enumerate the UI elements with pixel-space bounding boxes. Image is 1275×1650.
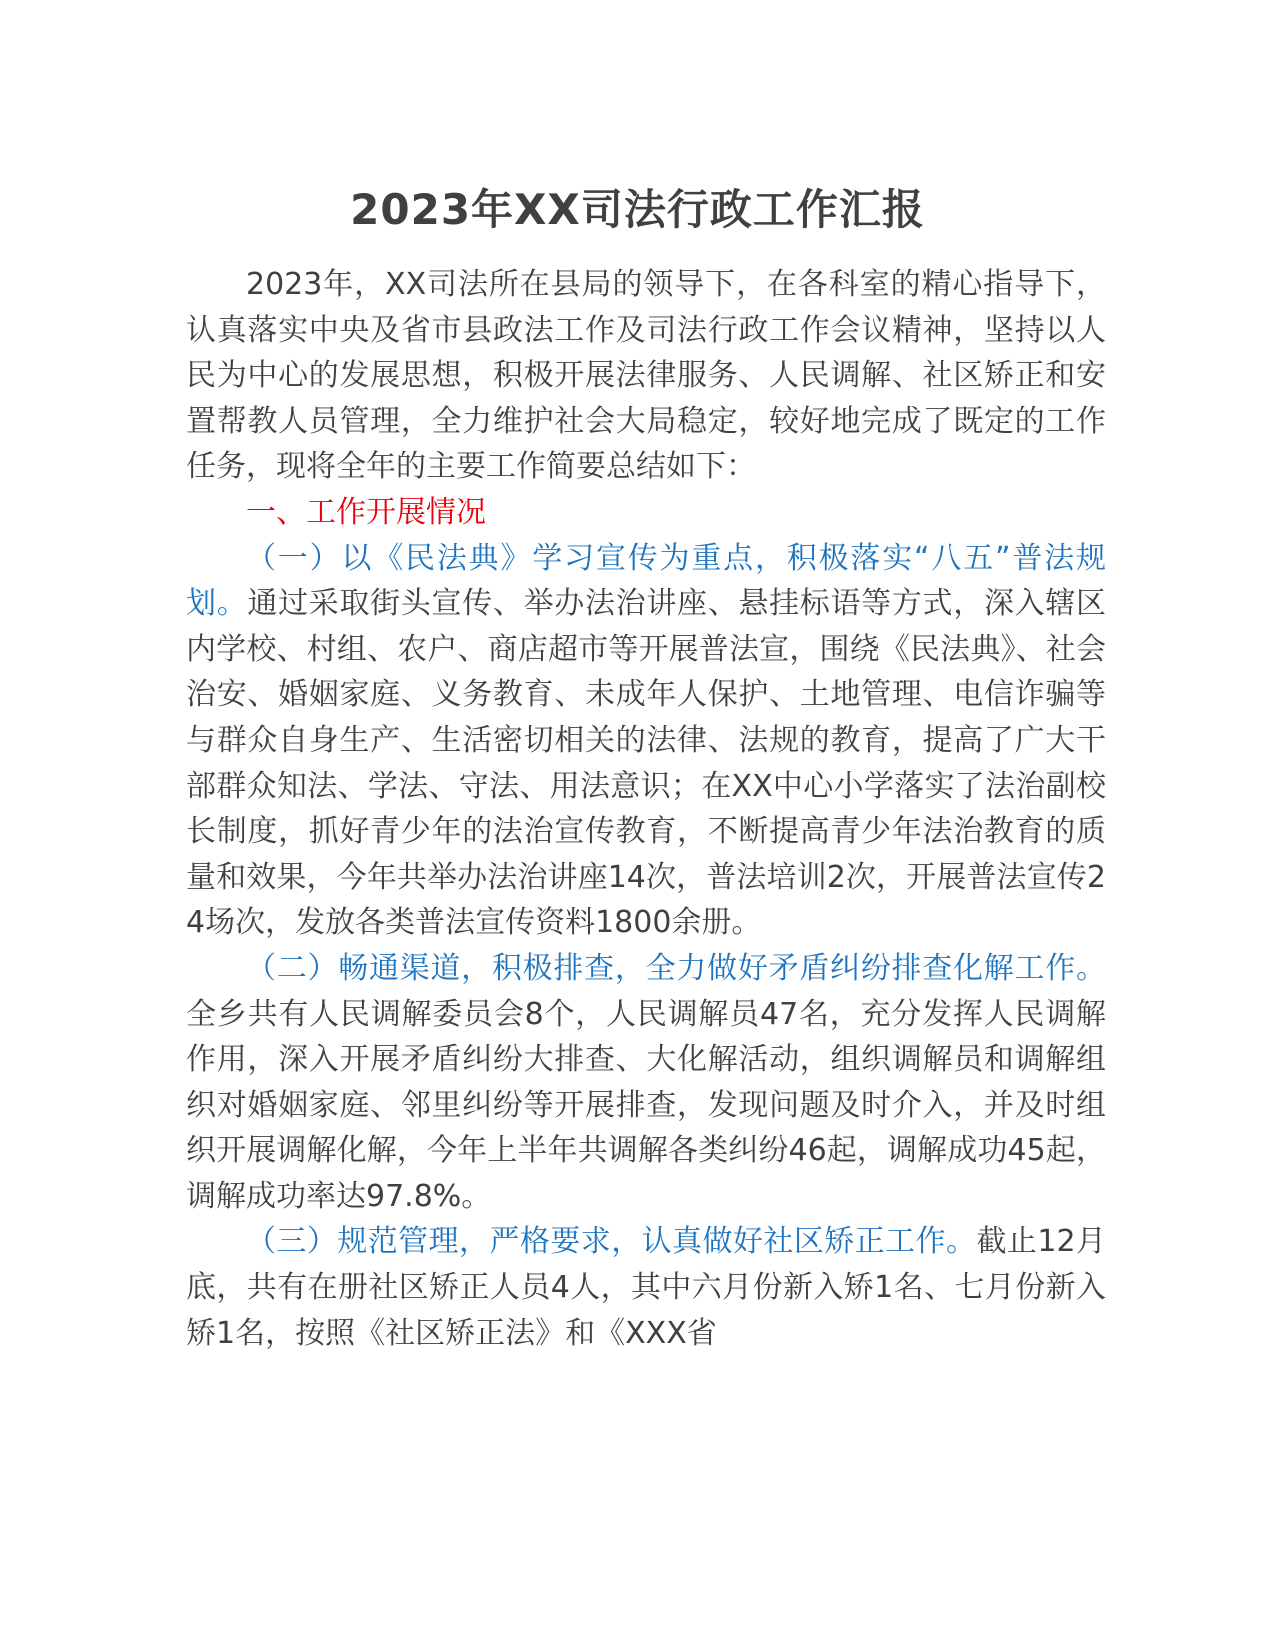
item-paragraph-3 [186, 1219, 1106, 1356]
document-body [186, 262, 1106, 1356]
item-heading-1: （一）以《民法典》学习宣传为重点，积极落实“八五”普法规划。 [186, 540, 1106, 622]
item-text-1: 通过采取街头宣传、举办法治讲座、悬挂标语等方式，深入辖区内学校、村组、农户、商店超市等开展普法宣，围绕《民法典》、社会治安、婚姻家庭、义务教育、未成年人保护、土地管理、电信诈骗等与群众自身生产、生活密切相关的法律、法规的教育，提高了广大干部群众知法、学法、守法、用法意识；在XX中心小学落实了法治副校长制度，抓好青少年的法治宣传教育，不断提高青少年法治教育的质量和效果，今年共举办法治讲座14次，普法培训2次，开展普法宣传24场次，发放各类普法宣传资料1800余册。 [186, 586, 1107, 941]
document-title: 2023年XX司法行政工作汇报 [350, 185, 925, 234]
intro-paragraph: 2023年，XX司法所在县局的领导下，在各科室的精心指导下，认真落实中央及省市县政法工作及司法行政工作会议精神，坚持以人民为中心的发展思想，积极开展法律服务、人民调解、社区矫正和安置帮教人员管理，全力维护社会大局稳定，较好地完成了既定的工作任务，现将全年的主要工作简要总结如下： [186, 267, 1106, 485]
item-heading-2: （二）畅通渠道，积极排查，全力做好矛盾纠纷排查化解工作。 [246, 950, 1106, 986]
item-paragraph-2 [186, 946, 1106, 1220]
item-heading-3: （三）规范管理，严格要求，认真做好社区矫正工作。 [246, 1224, 977, 1260]
item-text-3: 截止12月底，共有在册社区矫正人员4人，其中六月份新入矫1名、七月份新入矫1名，按照《社区矫正法》和《XXX省 [186, 1224, 1106, 1351]
section-heading: 一、工作开展情况 [246, 494, 486, 530]
item-text-2: 全乡共有人民调解委员会8个，人民调解员47名，充分发挥人民调解作用，深入开展矛盾纠纷大排查、大化解活动，组织调解员和调解组织对婚姻家庭、邻里纠纷等开展排查，发现问题及时介入，并及时组织开展调解化解，今年上半年共调解各类纠纷46起，调解成功45起，调解成功率达97.8%。 [186, 996, 1106, 1214]
item-paragraph-1 [186, 536, 1106, 946]
